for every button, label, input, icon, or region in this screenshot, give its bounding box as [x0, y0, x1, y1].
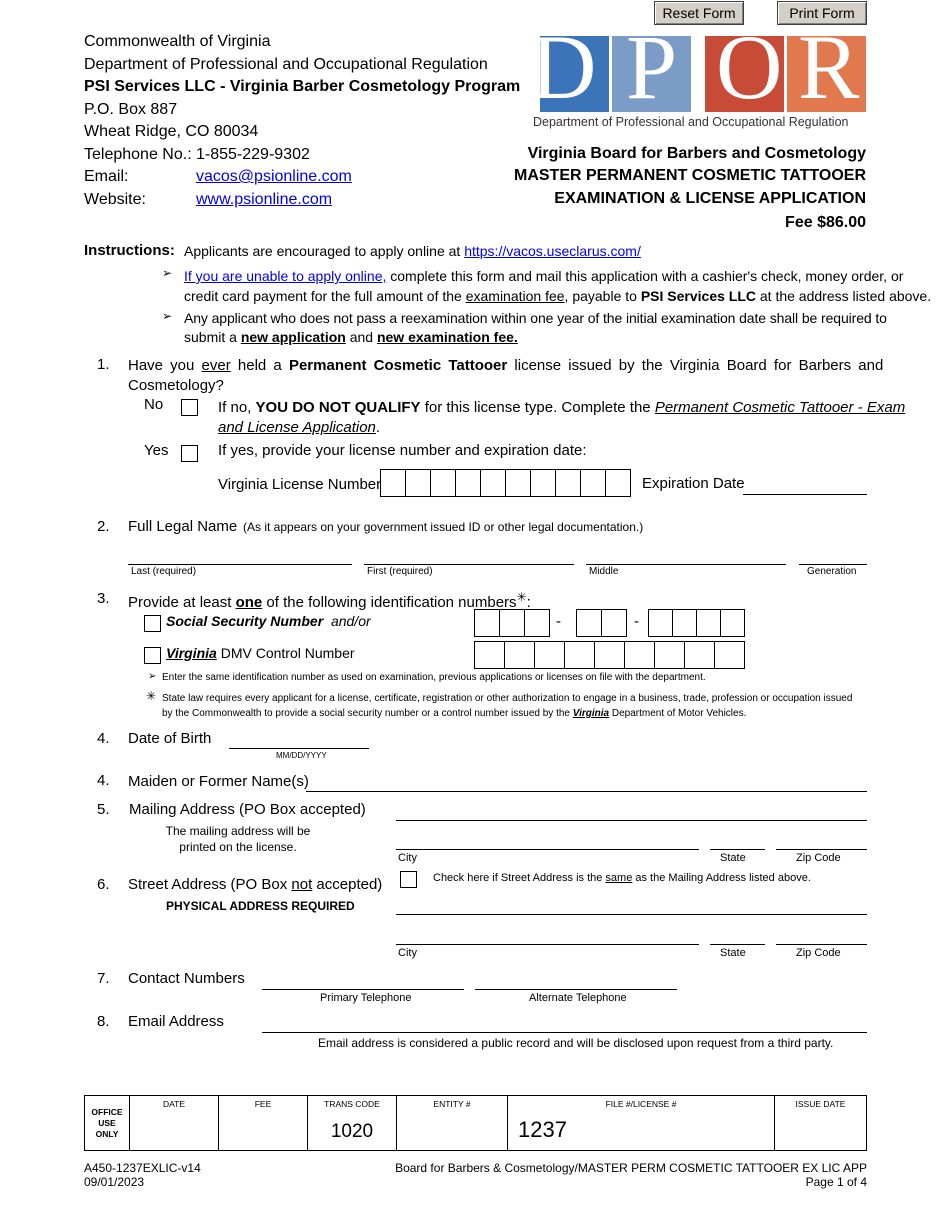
- reset-form-button[interactable]: Reset Form: [654, 1, 744, 25]
- phone-value: 1-855-229-9302: [196, 145, 310, 163]
- email-link[interactable]: vacos@psionline.com: [196, 168, 352, 185]
- agency-line2: Department of Professional and Occupational Regulation: [84, 55, 488, 73]
- dob-label: Date of Birth: [128, 730, 212, 747]
- footer-page-number: Page 1 of 4: [805, 1175, 867, 1189]
- street-address-label: [128, 876, 382, 893]
- generation-input[interactable]: [799, 564, 867, 565]
- q1-no-end: .: [375, 419, 381, 436]
- q3-text-b: of the following identification numbers: [262, 594, 517, 611]
- q2-number: 2.: [97, 518, 110, 535]
- same-address-checkbox[interactable]: [400, 871, 417, 888]
- q1-text1: Have you: [128, 357, 202, 374]
- mailing-state-input[interactable]: [710, 849, 765, 850]
- instructions-label: Instructions:: [84, 242, 175, 259]
- q1-no-qualify: YOU DO NOT QUALIFY: [255, 399, 421, 416]
- primary-phone-input[interactable]: [262, 989, 464, 990]
- mailing-city-input[interactable]: [396, 849, 699, 850]
- mailing-note: [128, 823, 348, 855]
- street-text-a: Street Address (PO Box: [128, 876, 292, 893]
- bullet1-psi: PSI Services LLC: [640, 288, 756, 304]
- q3-question: [128, 590, 531, 611]
- street-zip-input[interactable]: [776, 944, 867, 945]
- middle-name-input[interactable]: [586, 564, 786, 565]
- q1-number: 1.: [97, 356, 110, 373]
- ssn-checkbox[interactable]: [144, 615, 161, 632]
- street-state-label: State: [720, 947, 746, 959]
- office-date-cell: [130, 1096, 219, 1151]
- agency-block: [84, 31, 520, 211]
- mailing-zip-label: Zip Code: [796, 852, 841, 864]
- office-file-cell: [508, 1096, 775, 1151]
- bullet2-text-b: submit a: [184, 329, 241, 345]
- street-zip-label: Zip Code: [796, 947, 841, 959]
- bullet1-text-b: credit card payment for the full amount of the: [184, 288, 466, 304]
- same-text-same: same: [605, 872, 633, 884]
- note-arrow-icon: ➢: [148, 671, 157, 682]
- alternate-phone-label: Alternate Telephone: [529, 992, 627, 1004]
- q1-no-line2: [218, 418, 867, 438]
- q4-number: 4.: [97, 730, 110, 747]
- q1-yes-text: If yes, provide your license number and expiration date:: [218, 442, 587, 459]
- q1-no-form-ref2: and License Application: [218, 419, 376, 436]
- agency-phone-row: [84, 144, 520, 167]
- bullet2-new-app: new application: [240, 329, 346, 345]
- agency-pobox: P.O. Box 887: [84, 100, 178, 118]
- mailing-state-label: State: [720, 852, 746, 864]
- middle-name-label: Middle: [589, 566, 619, 577]
- q1-text2: held a: [230, 357, 289, 374]
- q5-number: 5.: [97, 801, 110, 818]
- q2-note: (As it appears on your government issued ID or other legal documentation.): [243, 520, 644, 534]
- dmv-checkbox[interactable]: [144, 647, 161, 664]
- bullet1-text-d: at the address listed above.: [756, 288, 932, 304]
- street-city-label: City: [398, 947, 417, 959]
- bullet-arrow-icon: ➢: [162, 266, 173, 280]
- asterisk-icon: ✳: [516, 590, 527, 604]
- footer-left: [84, 1161, 201, 1189]
- q3-note2: [162, 691, 852, 721]
- first-name-label: First (required): [367, 566, 433, 577]
- q8-number: 8.: [97, 1013, 110, 1030]
- physical-address-required: PHYSICAL ADDRESS REQUIRED: [166, 899, 355, 913]
- footer-form-name: Board for Barbers & Cosmetology/MASTER PERM COSMETIC TATTOOER EX LIC APP: [395, 1161, 867, 1175]
- office-entity-header: ENTITY #: [433, 1099, 471, 1109]
- file-license-value: 1237: [518, 1117, 567, 1142]
- office-use-table: [84, 1095, 867, 1151]
- office-fee-header: FEE: [254, 1099, 272, 1109]
- board-name: Virginia Board for Barbers and Cosmetology: [527, 145, 866, 162]
- q1-no-checkbox[interactable]: [181, 399, 198, 416]
- agency-city: Wheat Ridge, CO 80034: [84, 123, 259, 140]
- logo-letter-o: O: [716, 16, 783, 118]
- q1-yes-checkbox[interactable]: [181, 445, 198, 462]
- bullet1-line2: [184, 286, 932, 306]
- last-name-label: Last (required): [131, 566, 197, 577]
- q3-note2-b: by the Commonwealth to provide a social security number or a control number issued by the: [162, 708, 573, 719]
- office-trans-header: TRANS CODE: [324, 1099, 380, 1109]
- q1-ever: ever: [201, 357, 231, 374]
- last-name-input[interactable]: [128, 564, 352, 565]
- q3-number: 3.: [97, 590, 110, 607]
- q1-line2: Cosmetology?: [128, 377, 224, 394]
- street-not: not: [291, 876, 313, 893]
- street-city-input[interactable]: [396, 944, 699, 945]
- q1-no-a: If no,: [218, 399, 256, 416]
- logo-letter-r: R: [798, 16, 860, 118]
- q1-no-label: No: [144, 396, 164, 413]
- bullet1-line1: [184, 266, 904, 286]
- office-entity-cell: [397, 1096, 508, 1151]
- office-file-header: FILE #/LICENSE #: [605, 1099, 677, 1109]
- email-address-input[interactable]: [262, 1032, 867, 1033]
- dmv-virginia: Virginia: [166, 645, 217, 661]
- same-address-text: [433, 872, 811, 884]
- asterisk-note-icon: ✳: [146, 689, 157, 703]
- instruction-bullet-2: [184, 309, 887, 347]
- bullet2-line2: [184, 328, 867, 347]
- q1-question: [128, 356, 884, 396]
- agency-email-row: [84, 166, 520, 189]
- mailing-city-label: City: [398, 852, 417, 864]
- q1-no-line1: [218, 398, 906, 418]
- q1-line1: [128, 356, 884, 376]
- bullet1-text-a: complete this form and mail this application with a cashier's check, money order, or: [386, 268, 904, 284]
- ssn-part2-input[interactable]: [576, 609, 627, 637]
- ssn-dash-1: -: [556, 613, 561, 630]
- office-use-label: [85, 1096, 130, 1151]
- bullet1-text-c: , payable to: [564, 288, 641, 304]
- q1-yes-label: Yes: [144, 442, 169, 459]
- alternate-phone-input[interactable]: [475, 989, 677, 990]
- bullet1-exam-fee: examination fee: [465, 288, 565, 304]
- andor-text: and/or: [330, 613, 371, 629]
- mailing-note-2: printed on the license.: [179, 840, 297, 854]
- instructions-intro-text: Applicants are encouraged to apply online at: [184, 243, 461, 259]
- ssn-text: Social Security Number: [166, 613, 324, 629]
- q3-text-a: Provide at least: [128, 594, 236, 611]
- q3-note2-virginia: Virginia: [572, 708, 610, 719]
- maiden-name-input[interactable]: [306, 791, 867, 792]
- footer-form-id: A450-1237EXLIC-v14: [84, 1161, 201, 1175]
- instruction-bullet-1: [184, 266, 932, 306]
- q2-label: Full Legal Name: [128, 518, 238, 535]
- mailing-zip-input[interactable]: [776, 849, 867, 850]
- first-name-input[interactable]: [364, 564, 574, 565]
- q3-one: one: [235, 594, 263, 611]
- agency-website-row: [84, 189, 520, 212]
- office-label-2: USE: [98, 1117, 116, 1128]
- license-number-label: Virginia License Number: [218, 476, 382, 493]
- logo-letter-p: P: [626, 16, 678, 118]
- form-title-line2: EXAMINATION & LICENSE APPLICATION: [554, 190, 866, 207]
- office-date-header: DATE: [162, 1099, 186, 1109]
- office-fee-cell: [219, 1096, 308, 1151]
- website-label: Website:: [84, 190, 146, 208]
- bullet-arrow-icon: ➢: [162, 309, 173, 323]
- website-link[interactable]: www.psionline.com: [196, 190, 333, 208]
- trans-code-value: 1020: [330, 1121, 374, 1142]
- ssn-part1-input[interactable]: [474, 609, 550, 637]
- dmv-number-input[interactable]: [474, 641, 745, 669]
- street-address-input[interactable]: [396, 914, 867, 915]
- q7-number: 7.: [97, 970, 110, 987]
- phone-label: Telephone No.:: [84, 145, 192, 163]
- email-public-note: Email address is considered a public record and will be disclosed upon request from a third party.: [318, 1036, 834, 1050]
- form-title-line1: MASTER PERMANENT COSMETIC TATTOOER: [514, 167, 866, 184]
- mailing-address-label: Mailing Address (PO Box accepted): [129, 801, 366, 818]
- office-trans-cell: [308, 1096, 397, 1151]
- bullet2-line1: Any applicant who does not pass a reexamination within one year of the initial examination date shall be required to: [184, 310, 887, 326]
- agency-program: PSI Services LLC - Virginia Barber Cosmetology Program: [84, 78, 521, 95]
- form-fee: Fee $86.00: [785, 214, 866, 231]
- instructions-intro: [184, 243, 641, 259]
- same-text-b: as the Mailing Address listed above.: [632, 872, 811, 884]
- logo-letter-d: D: [530, 16, 597, 118]
- expiration-date-input[interactable]: [743, 494, 867, 495]
- dmv-label: [166, 645, 355, 661]
- unable-online-link[interactable]: If you are unable to apply online,: [184, 268, 387, 284]
- office-issue-cell: [775, 1096, 867, 1151]
- q1-license-type: Permanent Cosmetic Tattooer: [288, 357, 508, 374]
- footer-right: [395, 1161, 867, 1189]
- q6-number: 6.: [97, 876, 110, 893]
- q1-no-b: for this license type. Complete the: [420, 399, 655, 416]
- license-number-input[interactable]: [380, 469, 631, 497]
- footer-date: 09/01/2023: [84, 1175, 145, 1189]
- online-application-link[interactable]: https://vacos.useclarus.com/: [464, 243, 641, 259]
- q1-text3: license issued by the Virginia Board for Barbers and: [507, 357, 884, 374]
- q3-note2-c: Department of Motor Vehicles.: [609, 708, 747, 719]
- email-label: Email:: [84, 168, 129, 185]
- generation-label: Generation: [807, 566, 857, 577]
- primary-phone-label: Primary Telephone: [320, 992, 412, 1004]
- maiden-name-label: Maiden or Former Name(s): [128, 773, 309, 790]
- q1-no-text: [218, 398, 906, 438]
- bullet2-new-fee: new examination fee.: [376, 329, 518, 345]
- mailing-note-1: The mailing address will be: [165, 824, 311, 838]
- agency-line1: Commonwealth of Virginia: [84, 33, 271, 50]
- bullet2-text-c: and: [345, 329, 377, 345]
- q1-no-form-ref1: Permanent Cosmetic Tattooer - Exam: [654, 399, 906, 416]
- ssn-part3-input[interactable]: [648, 609, 745, 637]
- ssn-dash-2: -: [634, 613, 639, 630]
- street-text-b: accepted): [312, 876, 383, 893]
- office-label-1: OFFICE: [91, 1106, 123, 1117]
- office-label-3: ONLY: [95, 1128, 119, 1139]
- contact-numbers-label: Contact Numbers: [128, 970, 245, 987]
- expiration-date-label: Expiration Date: [642, 475, 745, 492]
- ssn-label: [166, 613, 371, 629]
- q3-note2-line1: State law requires every applicant for a license, certificate, registration or other authorization to engage in a business, trade, profession or occupation issued: [162, 693, 853, 704]
- street-state-input[interactable]: [710, 944, 765, 945]
- print-form-button[interactable]: Print Form: [777, 1, 867, 25]
- q3-note2-line2: [162, 706, 852, 721]
- dob-hint: MM/DD/YYYY: [276, 751, 327, 760]
- same-text-a: Check here if Street Address is the: [433, 872, 606, 884]
- dob-input[interactable]: [229, 748, 369, 749]
- q4b-number: 4.: [97, 772, 110, 789]
- dmv-text: DMV Control Number: [216, 645, 355, 661]
- q3-text-c: :: [526, 594, 531, 611]
- email-address-label: Email Address: [128, 1013, 224, 1030]
- logo-caption: Department of Professional and Occupational Regulation: [533, 115, 849, 129]
- office-issue-header: ISSUE DATE: [795, 1099, 846, 1109]
- mailing-street-input[interactable]: [396, 820, 867, 821]
- q3-note1: Enter the same identification number as used on examination, previous applications or licenses on file with the department.: [162, 672, 706, 683]
